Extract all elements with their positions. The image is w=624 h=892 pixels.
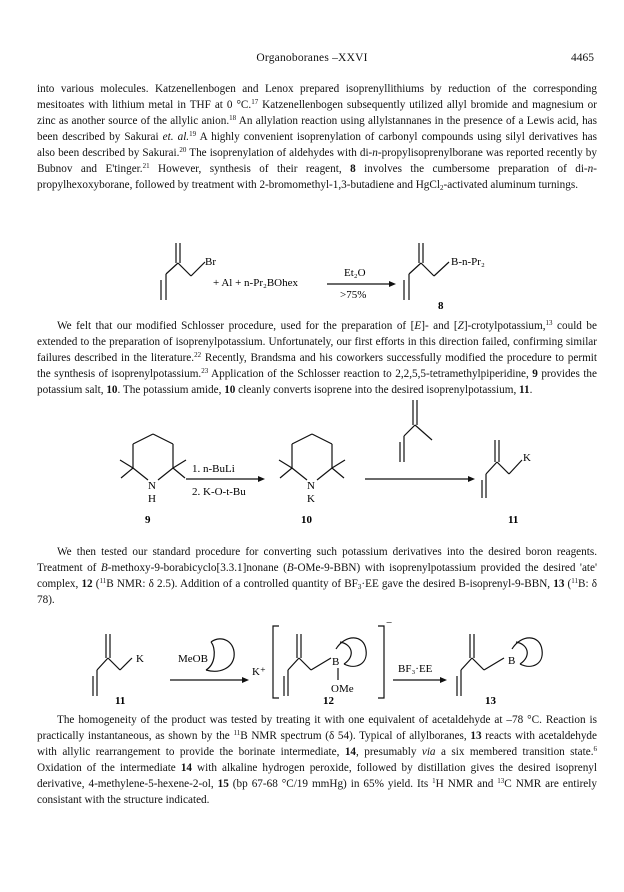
compound-10-label: 10: [301, 514, 312, 526]
negative-charge-label: −: [386, 617, 393, 629]
reaction-arrow-head: [242, 677, 249, 683]
paragraph-3: We then tested our standard procedure for converting such potassium derivatives into the desired boron reagents. Treatment of B-methoxy-9-borabicyclo[3.3.1]nonane (B-OMe-9-BBN) with isoprenylpotassium provided the desired 'ate' complex, 12 ($^{11}$B NMR: δ 2.5). Addition of a controlled quantity of $BF_3\cdot EE$ gave the desired B-isoprenyl-9-BBN, 13 ($^{11}$B: δ 78).: [37, 546, 597, 606]
hydrogen-label: H: [148, 493, 156, 505]
running-title: Organoboranes –XXVI: [256, 52, 368, 64]
compound-9-label: 9: [145, 514, 151, 526]
bf3-reagent-label: BF₃·EE: [398, 663, 433, 675]
compound-11-label: 11: [115, 695, 126, 707]
bromine-label: Br: [205, 256, 216, 268]
compound-number: 8: [438, 300, 444, 310]
compound-12-label: 12: [323, 695, 334, 707]
boron-label: B: [332, 656, 340, 668]
scheme-3-ate-complex-to-borane: [0, 612, 624, 707]
reaction-arrow-head: [258, 476, 265, 482]
nitrogen-label: N: [148, 480, 156, 492]
scheme-2-piperidine-to-isoprenylpotassium: [0, 392, 624, 532]
nitrogen-label: N: [307, 480, 315, 492]
scheme-1-bromide-to-borane: [0, 236, 624, 310]
borane-label: B-n-Pr₂: [451, 256, 485, 268]
potassium-label: K: [523, 452, 531, 464]
yield-label: >75%: [340, 289, 367, 301]
running-header: [0, 52, 624, 68]
reaction-arrow-head: [389, 281, 396, 287]
page-number: 4465: [571, 52, 594, 64]
potassium-label: K: [136, 653, 144, 665]
reaction-arrow-head: [440, 677, 447, 683]
step-1-label: 1. n-BuLi: [192, 463, 235, 475]
potassium-label: K: [307, 493, 315, 505]
methoxyborane-label: MeOB: [178, 653, 208, 665]
paragraph-4: The homogeneity of the product was tested by treating it with one equivalent of acetaldehyde at –78 °C. Reaction is practically instantaneous, as shown by the $^{11}$B NMR spectrum (δ 54). Typical of allylboranes, 13 reacts with acetaldehyde with allylic rearrangement to provide the borinate intermediate, 14, presumably via a six membered transition state.$^6$ Oxidation of the intermediate 14 with alkaline hydrogen peroxide, followed by distillation gives the desired isoprenyl derivative, 4-methylene-5-hexene-2-ol, 15 (bp 67-68 °C/19 mmHg) in 65% yield. Its $^1$H NMR and $^{13}$C NMR are entirely consistant with the structure indicated.: [37, 714, 597, 806]
reaction-arrow-head: [468, 476, 475, 482]
methoxy-label: OMe: [331, 683, 354, 695]
step-2-label: 2. K-O-t-Bu: [192, 486, 246, 498]
boron-label: B: [508, 655, 516, 667]
reagents-label: + Al + n-Pr₂BOhex: [213, 277, 298, 289]
compound-11-label: 11: [508, 514, 519, 526]
paragraph-1: into various molecules. Katzenellenbogen and Lenox prepared isoprenyllithiums by reduction of the corresponding mesitoates with lithium metal in THF at 0 °C.$^{17}$ Katzenellenbogen subsequently utilized allyl bromide and magnesium or zinc as another source of the allylic anion.$^{18}$ An allylation reaction using allylstannanes in the presence of a Lewis acid, has been described by Sakurai et. al.$^{19}$ A highly convenient isoprenylation of carbonyl compounds using silyl derivatives has also been described by Sakurai.$^{20}$ The isoprenylation of aldehydes with di-n-propylisoprenylborane was reported recently by Bubnov and E'tinger.$^{21}$ However, synthesis of their reagent, 8 involves the cumbersome preparation of di-n-propylhexoxyborane, followed by treatment with 2-bromomethyl-1,3-butadiene and HgCl$_2$-activated aluminum turnings.: [37, 83, 598, 192]
solvent-label: Et₂O: [344, 267, 366, 279]
compound-13-label: 13: [485, 695, 496, 707]
paragraph-2: We felt that our modified Schlosser procedure, used for the preparation of [E]- and [Z]-crotylpotassium,$^{13}$ could be extended to the preparation of isoprenylpotassium. Unfortunately, our first efforts in this direction failed, confirming similar failures described in the literature.$^{22}$ Recently, Brandsma and his coworkers successfully modified the procedure to permit the synthesis of isoprenylpotassium.$^{23}$ Application of the Schlosser reaction to 2,2,5,5-tetramethylpiperidine, 9 provides the potassium salt, 10. The potassium amide, 10 cleanly converts isoprene into the desired isoprenylpotassium, 11.: [37, 319, 598, 396]
potassium-cation-label: K⁺: [252, 666, 266, 678]
